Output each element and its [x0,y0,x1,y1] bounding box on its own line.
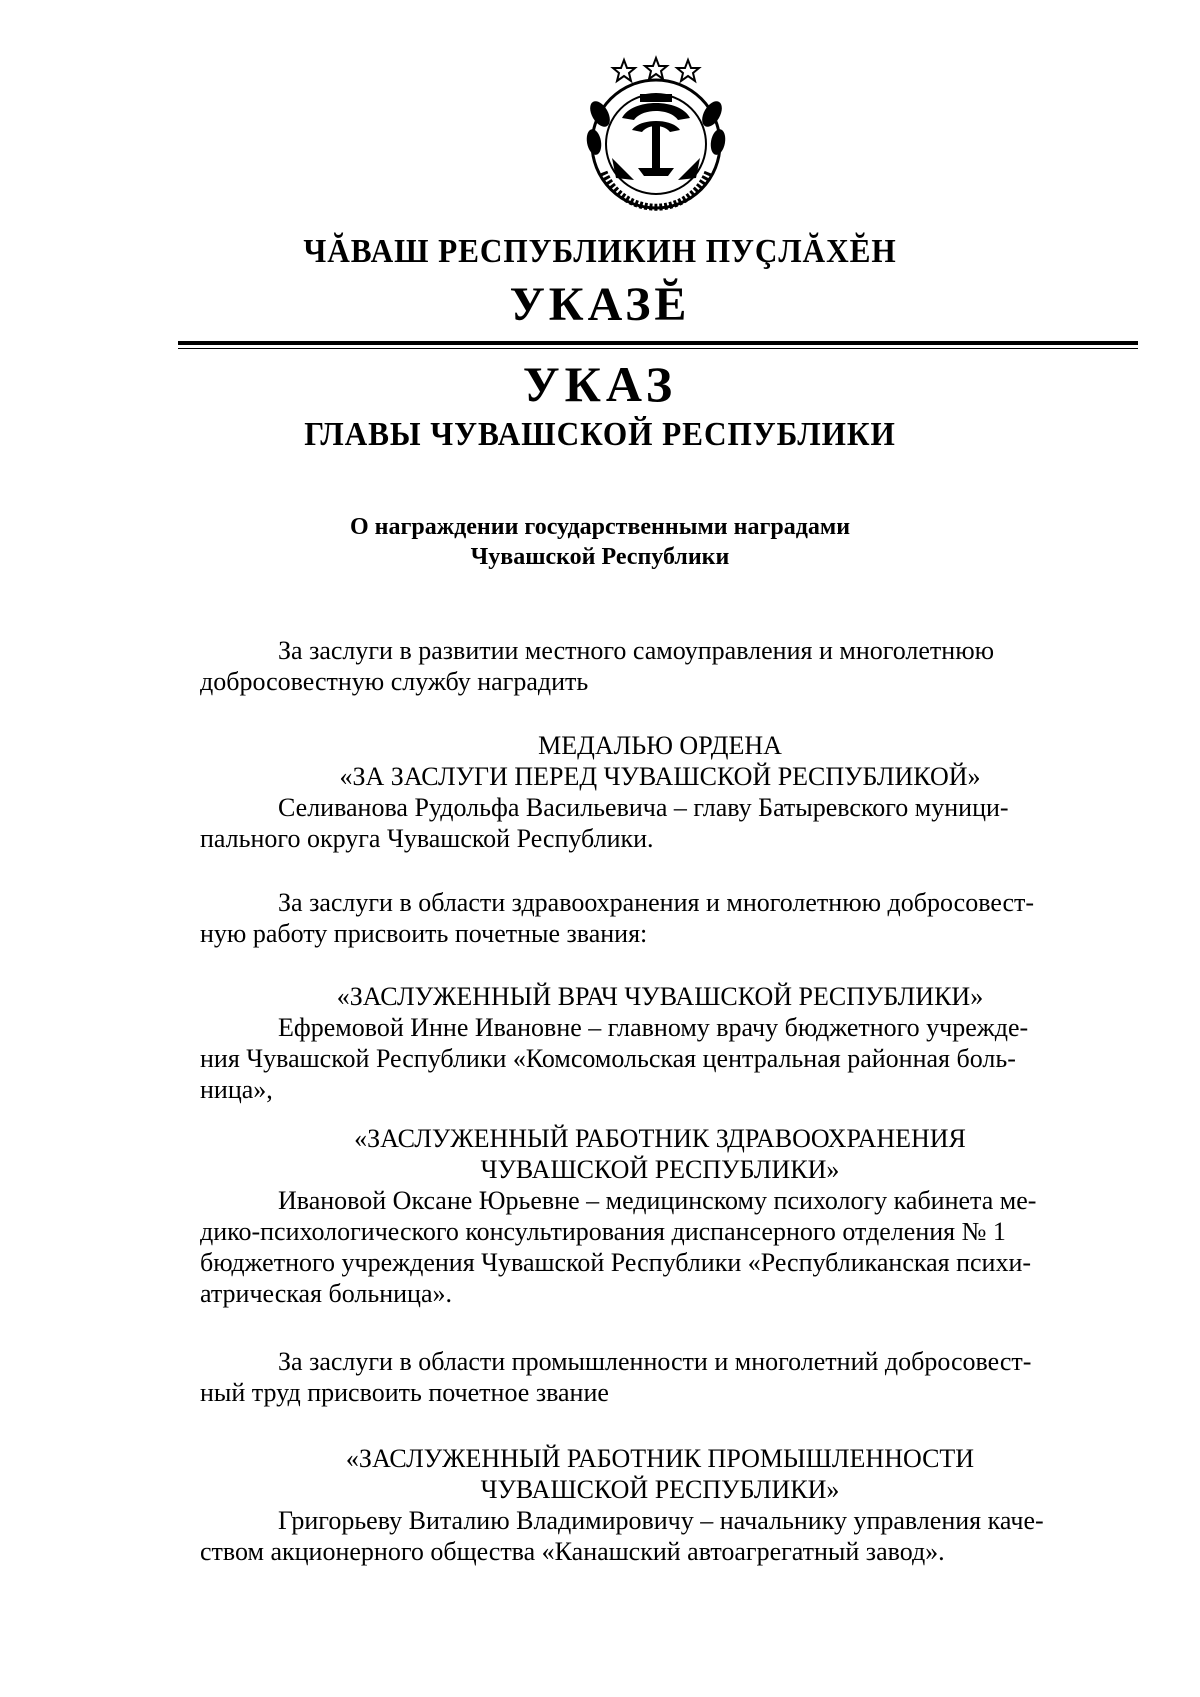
subject-line: Чувашской Республики [470,544,730,570]
paragraph-line: Селиванова Рудольфа Васильевича – главу Батыревского муници- [278,793,1009,822]
document-subject [0,512,1200,572]
award-title-line: ЧУВАШСКОЙ РЕСПУБЛИКИ» [480,1475,840,1504]
paragraph-line: За заслуги в области промышленности и многолетний добросовест- [278,1347,1032,1376]
paragraph-line: пального округа Чувашской Республики. [200,824,654,853]
award-recipient [200,792,1120,854]
ukaz-title: УКАЗ [522,356,678,412]
award-recipient [200,1185,1120,1309]
paragraph-line: Ефремовой Инне Ивановне – главному врачу бюджетного учрежде- [278,1013,1029,1042]
award-title [200,1443,1120,1505]
award-title-line: «ЗАСЛУЖЕННЫЙ РАБОТНИК ЗДРАВООХРАНЕНИЯ [354,1124,966,1153]
award-title-line: «ЗАСЛУЖЕННЫЙ РАБОТНИК ПРОМЫШЛЕННОСТИ [345,1444,975,1473]
award-recipient [200,1505,1120,1567]
subject-line: О награждении государственными наградами [349,514,851,540]
paragraph-line: ница», [200,1075,273,1104]
award-title-line: ЧУВАШСКОЙ РЕСПУБЛИКИ» [480,1155,840,1184]
award-title-line: МЕДАЛЬЮ ОРДЕНА [538,731,782,760]
award-title [200,730,1120,792]
paragraph-line: дико-психологического консультирования диспансерного отделения № 1 [200,1217,1006,1246]
paragraph-line: добросовестную службу наградить [200,667,589,696]
award-title [200,981,1120,1012]
paragraph-line: ный труд присвоить почетное звание [200,1378,609,1407]
issuer-title: ГЛАВЫ ЧУВАШСКОЙ РЕСПУБЛИКИ [304,416,896,453]
intro-paragraph [200,887,1120,949]
paragraph-line: Ивановой Оксане Юрьевне – медицинскому психологу кабинета ме- [278,1186,1037,1215]
chuvash-coat-of-arms-icon [582,54,730,212]
paragraph-line: За заслуги в развитии местного самоуправления и многолетнюю [278,636,995,665]
paragraph-line: За заслуги в области здравоохранения и многолетнюю добросовест- [278,888,1035,917]
chuvash-header: ЧĂВАШ РЕСПУБЛИКИН ПУÇЛĂХĔН [303,233,897,270]
award-title [200,1123,1120,1185]
intro-paragraph [200,1346,1120,1408]
divider-thin [178,348,1138,349]
paragraph-line: ством акционерного общества «Канашский автоагрегатный завод». [200,1537,945,1566]
divider-thick [178,341,1138,345]
award-recipient [200,1012,1120,1105]
paragraph-line: атрическая больница». [200,1279,453,1308]
paragraph-line: бюджетного учреждения Чувашской Республики «Республиканская психи- [200,1248,1032,1277]
paragraph-line: ния Чувашской Республики «Комсомольская центральная районная боль- [200,1044,1016,1073]
award-title-line: «ЗАСЛУЖЕННЫЙ ВРАЧ ЧУВАШСКОЙ РЕСПУБЛИКИ» [336,982,984,1011]
paragraph-line: Григорьеву Виталию Владимировичу – начальнику управления каче- [278,1506,1044,1535]
paragraph-line: ную работу присвоить почетные звания: [200,919,648,948]
intro-paragraph [200,635,1120,697]
chuvash-ukaz-title: УКАЗĔ [509,278,691,331]
award-title-line: «ЗА ЗАСЛУГИ ПЕРЕД ЧУВАШСКОЙ РЕСПУБЛИКОЙ» [339,762,981,791]
